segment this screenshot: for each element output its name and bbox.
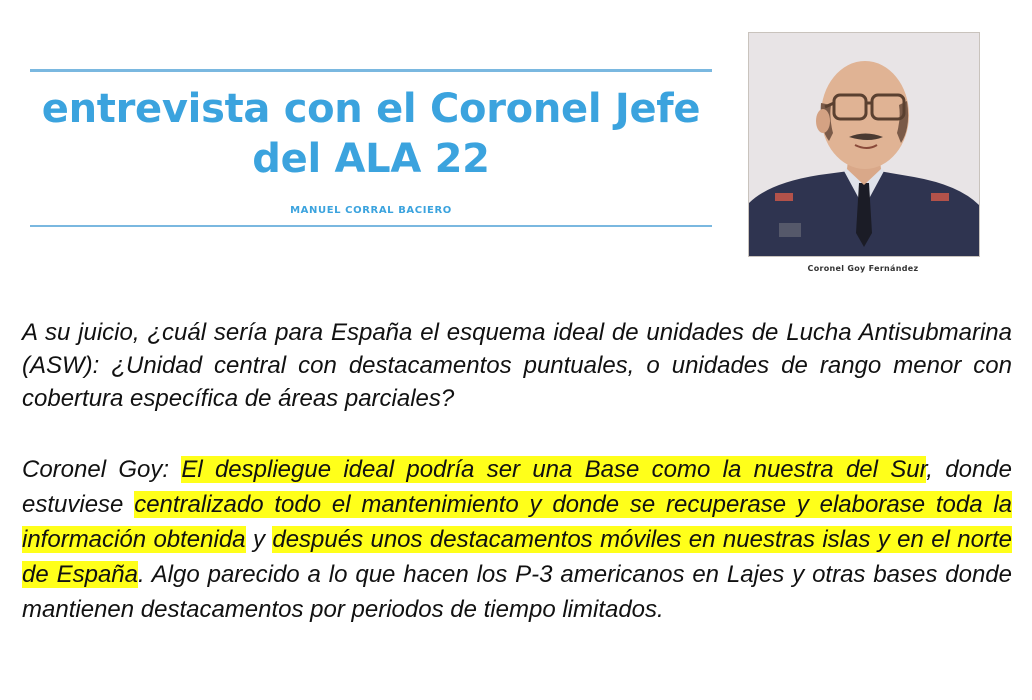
article-byline: MANUEL CORRAL BACIERO (290, 205, 452, 216)
answer-text-2: y (245, 526, 273, 553)
answer-text-3: . Algo parecido a lo que hacen los P-3 americanos en Lajes y otras bases donde mantienen destacamentos por periodos de tiempo limitados. (22, 561, 1012, 623)
answer-speaker: Coronel Goy: (22, 456, 170, 483)
article-title-line-2: del ALA 22 (252, 136, 490, 182)
article-title (30, 84, 712, 184)
portrait-illustration (749, 33, 979, 256)
header-bottom-rule (30, 225, 712, 227)
answer-highlight-1: El despliegue ideal podría ser una Base como la nuestra del Sur (181, 456, 927, 483)
article-title-line-1: entrevista con el Coronel Jefe (41, 86, 701, 132)
answer-highlight-3: después unos destacamentos móviles en nuestras islas y en el norte de España (22, 526, 1013, 588)
interview-answer (22, 452, 1012, 627)
photo-caption: Coronel Goy Fernández (807, 264, 919, 273)
portrait-photo (748, 32, 980, 257)
header-top-rule (30, 69, 712, 72)
answer-text-1: , donde estuviese (22, 456, 1012, 518)
answer-highlight-2: centralizado todo el mantenimiento y donde se recuperase y elaborase toda la información obtenida (22, 491, 1012, 553)
interview-question: A su juicio, ¿cuál sería para España el esquema ideal de unidades de Lucha Antisubmarina (ASW): ¿Unidad central con destacamentos puntuales, o unidades de rango menor con cobertura específica de áreas parciales? (22, 319, 1012, 412)
